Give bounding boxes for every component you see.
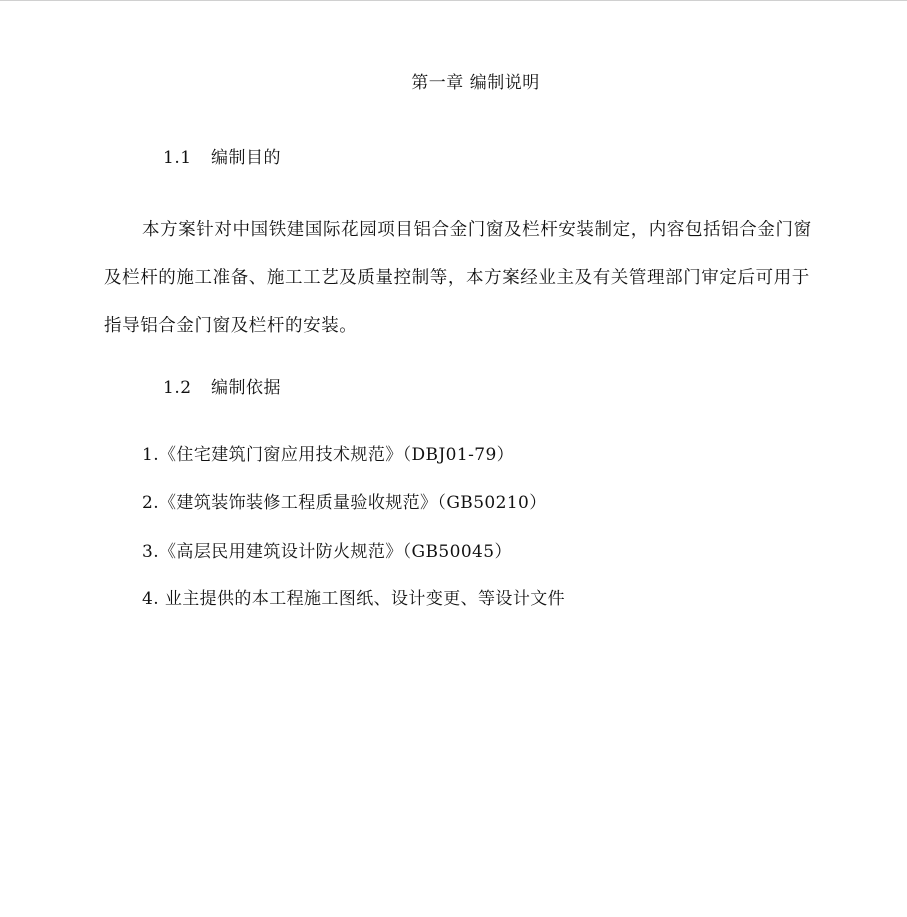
section-title: 编制依据 [211,378,281,398]
section-heading-basis [163,373,281,398]
section-number: 1.2 [163,378,192,398]
section-title: 编制目的 [211,148,281,168]
section-heading-purpose [163,143,281,168]
reference-item: 1.《住宅建筑门窗应用技术规范》（DBJ01-79） [142,445,515,465]
section-number: 1.1 [163,148,192,168]
purpose-paragraph: 本方案针对中国铁建国际花园项目铝合金门窗及栏杆安装制定，内容包括铝合金门窗及栏杆的施工准备、施工工艺及质量控制等，本方案经业主及有关管理部门审定后可用于指导铝合金门窗及栏杆的安装。 [104,220,812,336]
reference-item: 2.《建筑装饰装修工程质量验收规范》（GB50210） [142,493,547,513]
reference-item: 4. 业主提供的本工程施工图纸、设计变更、等设计文件 [142,589,566,609]
reference-item: 3.《高层民用建筑设计防火规范》（GB50045） [142,542,512,562]
chapter-title: 第一章 编制说明 [411,73,540,93]
